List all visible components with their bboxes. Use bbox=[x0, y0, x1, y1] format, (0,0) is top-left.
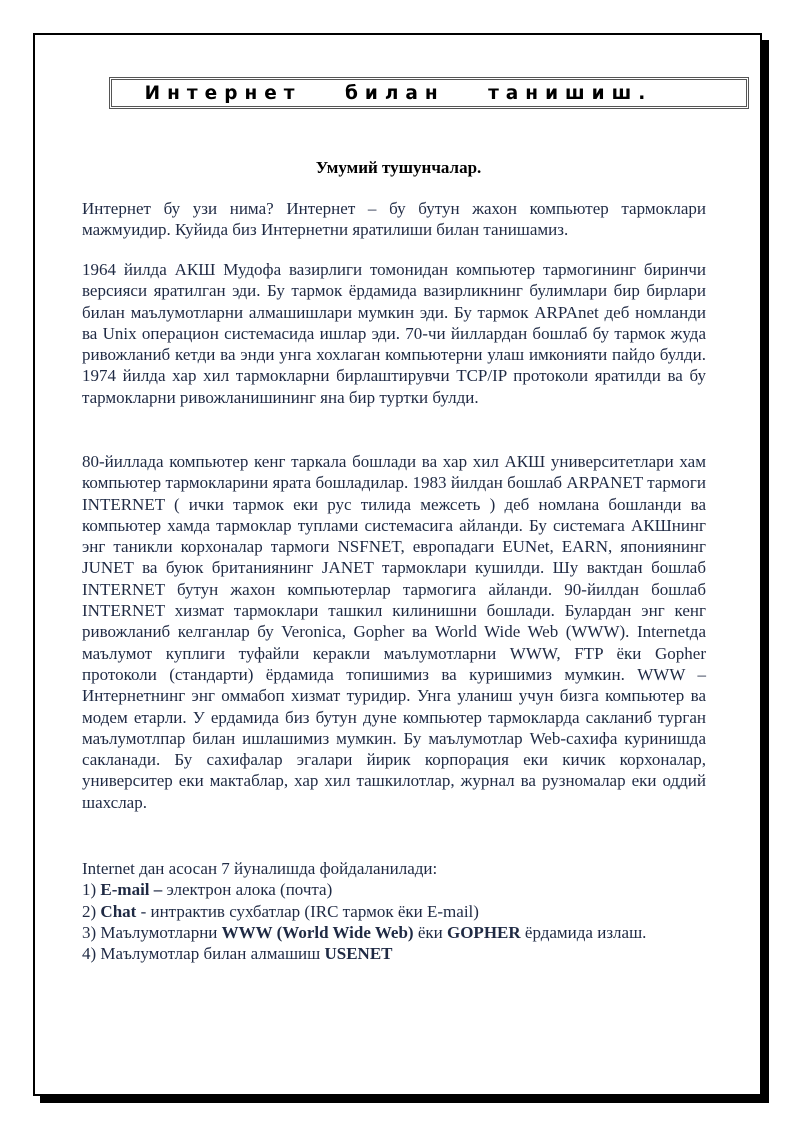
list-item: 1) E-mail – электрон алока (почта) bbox=[82, 880, 333, 900]
usage-list-intro: Internet дан асосан 7 йуналишда фойдаланилади: bbox=[82, 859, 438, 878]
list-item-keyword: USENET bbox=[324, 944, 393, 964]
section-subtitle: Умумий тушунчалар. bbox=[315, 158, 482, 177]
list-item-keyword: GOPHER bbox=[446, 922, 521, 942]
usage-list bbox=[82, 858, 706, 964]
list-item-keyword: E-mail – bbox=[100, 880, 163, 900]
paragraph-intro: Интернет бу узи нима? Интернет – бу бутун жахон компьютер тармоклари мажмуидир. Куйида биз Интернетни яратилиши билан танишамиз. bbox=[82, 199, 706, 240]
list-item: 2) Chat - интрактив сухбатлар (IRC тармок ёки E-mail) bbox=[82, 901, 479, 921]
list-item: 4) Маълумотлар билан алмашиш USENET bbox=[82, 944, 393, 964]
paragraph-history-80s: 80-йиллада компьютер кенг таркала бошлади ва хар хил АКШ университетлари хам компьютер тармокларини ярата бошладилар. 1983 йилдан бошлаб ARPANET тармоги INTERNET ( ички тармок еки рус тилида межсеть ) деб номлана бошланди ва компьютер хамда тармоклар туплами системасига айланди. Бу системага АКШнинг энг таникли корхоналар тармоги NSFNET, европадаги EUNet, EARN, япониянинг JUNET ва буюк британиянинг JANET тармоклари кушилди. Шу вактдан бошлаб INTERNET бутун жахон компьютерлар тармогига айланди. 90-йилдан бошлаб INTERNET хизмат тармоклари ташкил килинишни бошлади. Булардан энг кенг ривожланиб келганлар бу Veronica, Gopher ва World Wide Web (WWW). Internetда маълумот куплиги туфайли керакли маълумотларни WWW, FTP ёки Gopher протоколи (стандарти) ёрдамида топишимиз ва куришимиз мумкин. WWW – Интернетнинг энг оммабоп хизмат туридир. Унга уланиш учун бизга компьютер ва модем етарли. У ердамида биз бутун дуне компьютер тармокларда сакланиб турган маълумотлпар билан ишлашимиз мумкин. Бу маълумотлар Web-сахифа куринишда сакланади. Бу сахифалар эгалари йирик корпорация еки кичик корхоналар, университер еки мактаблар, хар хил ташкилотлар, журнал ва рузномалар еки оддий шахслар. bbox=[82, 452, 706, 812]
paragraph-history-1964: 1964 йилда АКШ Мудофа вазирлиги томонидан компьютер тармогининг биринчи версияси яратилган эди. Бу тармок ёрдамида вазирликнинг булимлари бир бирлари билан маълумотларни алмашишлари мумкин эди. Бу тармок ARPAnet деб номланди ва Unix операцион системасида ишлар эди. 70-чи йиллардан бошлаб бу тармок жуда ривожланиб кетди ва энди унга хохлаган компьютерни улаш имконияти пайдо булди. 1974 йилда хар хил тармокларни бирлаштирувчи TCP/IP протоколи яратилди ва бу тармокларни ривожланишининг яна бир туртки булди. bbox=[82, 260, 706, 407]
list-item-keyword: WWW (World Wide Web) bbox=[221, 922, 414, 942]
list-item: 3) Маълумотларни WWW (World Wide Web) ёки GOPHER ёрдамида излаш. bbox=[82, 922, 647, 942]
list-item-keyword: Chat bbox=[100, 901, 137, 921]
page-title: Интернет билан танишиш. bbox=[144, 83, 653, 104]
